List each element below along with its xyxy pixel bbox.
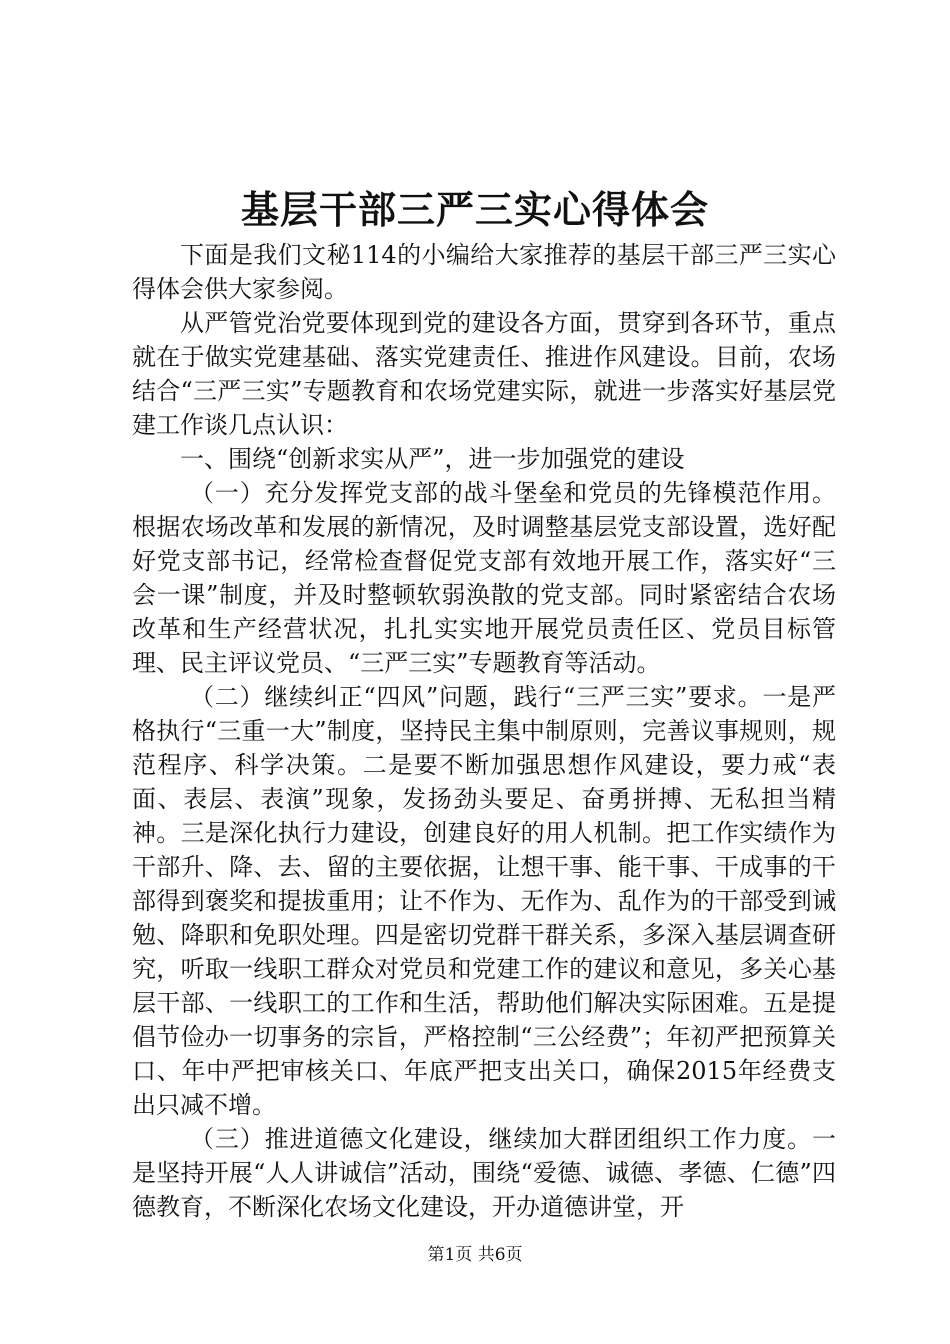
section-heading: 一、围绕“创新求实从严”，进一步加强党的建设 xyxy=(180,445,685,473)
document-body xyxy=(132,238,836,1224)
subsection-paragraph-3: （三）推进道德文化建设，继续加大群团组织工作力度。一是坚持开展“人人讲诚信”活动，围绕“爱德、诚德、孝德、仁德”四德教育，不断深化农场文化建设，开办道德讲堂，开 xyxy=(132,1125,836,1221)
document-title: 基层干部三严三实心得体会 xyxy=(240,187,709,232)
overview-paragraph: 从严管党治党要体现到党的建设各方面，贯穿到各环节，重点就在于做实党建基础、落实党建责任、推进作风建设。目前，农场结合“三严三实”专题教育和农场党建实际，就进一步落实好基层党建工作谈几点认识： xyxy=(132,309,836,439)
intro-paragraph: 下面是我们文秘114的小编给大家推荐的基层干部三严三实心得体会供大家参阅。 xyxy=(132,241,836,303)
subsection-paragraph-1: （一）充分发挥党支部的战斗堡垒和党员的先锋模范作用。根据农场改革和发展的新情况，及时调整基层党支部设置，选好配好党支部书记，经常检查督促党支部有效地开展工作，落实好“三会一课”制度，并及时整顿软弱涣散的党支部。同时紧密结合农场改革和生产经营状况，扎扎实实地开展党员责任区、党员目标管理、民主评议党员、“三严三实”专题教育等活动。 xyxy=(132,479,836,677)
page-number-footer: 第1页 共6页 xyxy=(427,1245,523,1265)
subsection-paragraph-2: （二）继续纠正“四风”问题，践行“三严三实”要求。一是严格执行“三重一大”制度，坚持民主集中制原则，完善议事规则，规范程序、科学决策。二是要不断加强思想作风建设，要力戒“表面、表层、表演”现象，发扬劲头要足、奋勇拼搏、无私担当精神。三是深化执行力建设，创建良好的用人机制。把工作实绩作为干部升、降、去、留的主要依据，让想干事、能干事、干成事的干部得到褒奖和提拔重用；让不作为、无作为、乱作为的干部受到诫勉、降职和免职处理。四是密切党群干群关系，多深入基层调查研究，听取一线职工群众对党员和党建工作的建议和意见，多关心基层干部、一线职工的工作和生活，帮助他们解决实际困难。五是提倡节俭办一切事务的宗旨，严格控制“三公经费”；年初严把预算关口、年中严把审核关口、年底严把支出关口，确保2015年经费支出只减不增。 xyxy=(132,683,836,1119)
